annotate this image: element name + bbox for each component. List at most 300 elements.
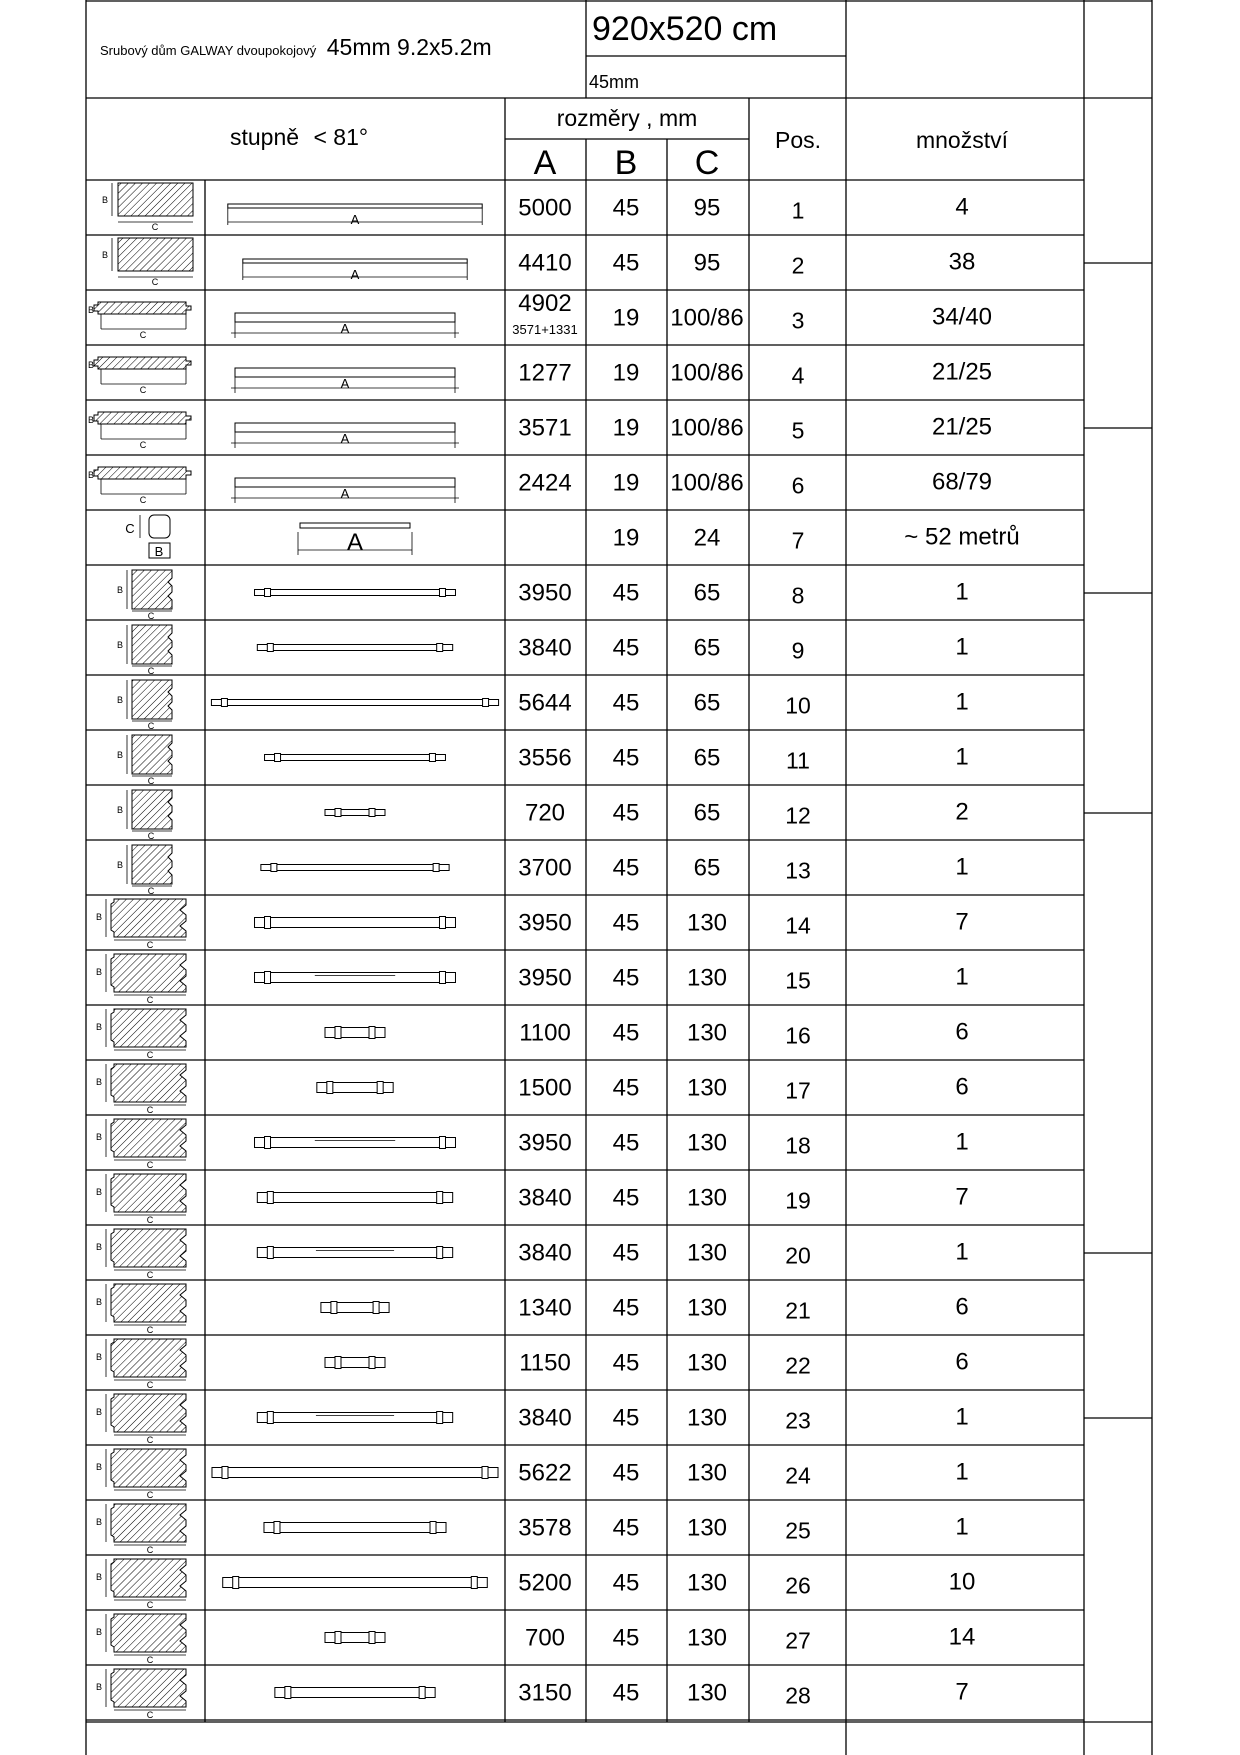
position-number: 20 [785,1242,811,1269]
position-number: 22 [785,1352,811,1379]
dim-label-c: C [146,1270,154,1280]
part-side-view [298,523,412,556]
quantity-value: 6 [955,1073,969,1101]
thickness-b-value: 45 [612,689,640,717]
dim-label-b: B [87,470,95,480]
table-row [86,1229,1084,1280]
thickness-b-value: 45 [612,1184,640,1212]
thickness-b-value: 19 [612,359,640,387]
position-number: 25 [785,1517,811,1544]
column-a-header: A [533,144,557,182]
position-number: 19 [785,1187,811,1214]
part-side-view [231,423,459,448]
quantity-value: 21/25 [931,413,993,441]
profile-section-log-65 [117,790,172,841]
profile-section-board-95 [102,183,193,232]
width-c-value: 130 [686,1459,728,1487]
quantity-value: 7 [955,908,969,936]
table-row [86,1394,1084,1445]
length-label-a: A [350,267,360,282]
position-number: 4 [791,362,805,389]
length-label-a: A [340,486,350,501]
width-c-value: 65 [693,579,721,607]
dim-label-c: C [146,1545,154,1555]
part-side-view [265,754,446,762]
dim-label-c: C [151,222,159,232]
length-label-a: A [340,321,350,336]
dim-label-c: C [147,831,155,841]
dim-label-c: C [151,277,159,287]
profile-section-log-130 [96,1064,186,1115]
thickness-b-value: 19 [612,469,640,497]
thickness-b-value: 45 [612,1569,640,1597]
part-side-view [257,644,452,652]
dim-label-b: B [95,1297,103,1307]
quantity-value: 2 [955,798,969,826]
position-number: 7 [791,527,805,554]
table-row [86,1119,1084,1170]
quantity-value: 1 [955,688,969,716]
svg-text:Srubový dům GALWAY dvoupokojov [100,34,492,60]
length-a-value: 3556 [518,744,572,772]
length-a-value: 3950 [518,579,572,607]
quantity-value: 1 [955,1458,969,1486]
length-a-value: 720 [524,799,566,827]
part-side-view [325,1632,385,1644]
width-c-value: 130 [686,1239,728,1267]
profile-section-log-130 [96,1174,186,1225]
length-a-value: 1150 [519,1349,571,1377]
length-a-value: 1340 [518,1294,572,1322]
part-side-view [255,1137,456,1149]
dim-label-b: B [95,1132,103,1142]
profile-section-log-130 [96,1119,186,1170]
profile-section-log-130 [96,1614,186,1665]
position-number: 21 [785,1297,811,1324]
dim-label-b: B [95,1077,103,1087]
width-c-value: 130 [686,1514,728,1542]
table-row [86,290,1084,345]
dim-label-c: C [125,521,135,536]
quantity-value: 7 [955,1678,969,1706]
position-number: 27 [785,1627,811,1654]
part-side-view [257,1192,452,1204]
quantity-value: 4 [955,193,969,221]
dim-label-c: C [147,611,155,621]
quantity-value: 1 [955,1403,969,1431]
thickness-b-value: 45 [612,799,640,827]
quantity-value: ~ 52 metrů [904,523,1020,551]
part-side-view [212,1467,498,1479]
overall-size: 920x520 cm [592,10,778,48]
quantity-value: 6 [955,1348,969,1376]
dim-label-c: C [139,385,147,395]
width-c-value: 65 [693,634,721,662]
position-number: 3 [791,307,805,334]
width-c-value: 65 [693,799,721,827]
dim-label-c: C [147,721,155,731]
dim-label-b: B [116,695,124,705]
dim-label-b: B [87,360,95,370]
thickness-b-value: 45 [612,1074,640,1102]
length-a-value: 700 [524,1624,566,1652]
length-a-value: 5000 [518,194,572,222]
dim-label-c: C [146,1710,154,1720]
profile-section-board-95 [102,238,193,287]
dim-label-b: B [116,640,124,650]
dim-label-b: B [95,1627,103,1637]
part-side-view [255,917,456,929]
position-header: Pos. [774,127,822,153]
dim-label-c: C [147,776,155,786]
length-a-value: 2424 [518,469,572,497]
quantity-header: množství [915,127,1009,153]
position-number: 13 [785,857,811,884]
position-number: 14 [785,912,811,939]
position-number: 18 [785,1132,811,1159]
width-c-value: 65 [693,689,721,717]
table-row [86,357,1084,400]
thickness-b-value: 45 [612,1679,640,1707]
length-label-a: A [346,529,364,556]
length-a-value: 3571 [518,414,572,442]
quantity-value: 6 [955,1293,969,1321]
part-side-view [231,368,459,393]
profile-section-log-130 [96,1669,186,1720]
dim-label-b: B [95,1682,103,1692]
dim-label-c: C [139,330,147,340]
length-a-value: 3950 [518,964,572,992]
profile-section-batten [125,515,170,559]
width-c-value: 130 [686,1129,728,1157]
quantity-value: 1 [955,1238,969,1266]
part-side-view [228,204,482,227]
width-c-value: 100/86 [670,414,744,442]
column-b-header: B [614,144,638,182]
length-a-value: 3150 [518,1679,572,1707]
part-side-view [317,1082,393,1094]
length-label-a: A [350,212,360,227]
quantity-value: 1 [955,963,969,991]
profile-section-log-130 [96,1504,186,1555]
thickness-b-value: 45 [612,1294,640,1322]
dim-label-c: C [146,1435,154,1445]
profile-section-log-130 [96,1229,186,1280]
position-number: 10 [785,692,811,719]
dim-label-b: B [87,305,95,315]
profile-section-floor-board [88,467,191,505]
dim-label-c: C [146,1160,154,1170]
part-side-view [325,1027,385,1039]
part-side-view [261,864,449,872]
table-row [86,845,1084,896]
table-row [86,625,1084,676]
profile-section-log-130 [96,1284,186,1335]
dim-label-b: B [95,1022,103,1032]
thickness-b-value: 45 [612,634,640,662]
thickness-b-value: 45 [612,744,640,772]
dim-label-c: C [146,1105,154,1115]
thickness-b-value: 45 [612,1459,640,1487]
svg-text:stupně < 81° [230,124,368,150]
position-number: 2 [791,252,805,279]
dimensions-label: rozměry , mm [556,105,698,131]
width-c-value: 65 [693,854,721,882]
thickness-b-value: 19 [612,524,640,552]
width-c-value: 130 [686,1184,728,1212]
length-a-value: 3950 [518,1129,572,1157]
profile-section-log-130 [96,954,186,1005]
dim-label-c: C [146,1490,154,1500]
table-header [86,98,1084,1722]
product-name: Srubový dům GALWAY dvoupokojový [100,43,317,58]
part-side-view [325,1357,385,1369]
profile-section-log-130 [96,1449,186,1500]
profile-section-log-130 [96,1394,186,1445]
table-row [86,183,1084,235]
dim-label-c: C [139,495,147,505]
part-side-view [275,1687,435,1699]
thickness-b-value: 45 [612,909,640,937]
profile-section-log-130 [96,1009,186,1060]
table-row [86,1559,1084,1610]
table-row [86,1669,1084,1720]
length-a-value: 1500 [518,1074,572,1102]
thickness-b-value: 45 [612,1019,640,1047]
table-row [86,1009,1084,1060]
table-row [86,238,1084,290]
dim-label-b: B [95,1242,103,1252]
dim-label-c: C [146,1050,154,1060]
length-a-value: 5200 [518,1569,572,1597]
dim-label-c: C [146,1325,154,1335]
thickness-b-value: 19 [612,304,640,332]
length-a-value: 1277 [518,359,572,387]
dim-label-c: C [146,995,154,1005]
thickness-b-value: 19 [612,414,640,442]
length-a-value: 5644 [518,689,572,717]
part-side-view [257,1412,452,1424]
table-row [86,1449,1084,1500]
dim-label-c: C [146,1600,154,1610]
length-a-value: 5622 [518,1459,572,1487]
dim-label-b: B [95,1187,103,1197]
dim-label-b: B [116,805,124,815]
profile-section-log-65 [117,570,172,621]
part-side-view [223,1577,488,1589]
dim-label-b: B [116,585,124,595]
table-row [86,899,1084,950]
thickness-b-value: 45 [612,1624,640,1652]
profile-section-floor-board [88,357,191,395]
thickness-b-value: 45 [612,964,640,992]
width-c-value: 130 [686,1019,728,1047]
part-side-view [264,1522,446,1534]
table-row [86,1064,1084,1115]
width-c-value: 130 [686,964,728,992]
length-a-value: 3840 [518,1239,572,1267]
table-row [86,570,1084,621]
profile-section-log-130 [96,899,186,950]
product-spec: 45mm 9.2x5.2m [326,34,492,60]
thickness-b-value: 45 [612,194,640,222]
profile-section-log-130 [96,1559,186,1610]
part-side-view [211,699,498,707]
length-a-value: 4902 [518,290,572,317]
dim-label-c: C [146,1380,154,1390]
width-c-value: 130 [686,1349,728,1377]
table-row [86,954,1084,1005]
table-row [86,1614,1084,1665]
thickness-b-value: 45 [612,249,640,277]
length-a-value: 3578 [518,1514,572,1542]
thickness-b-value: 45 [612,854,640,882]
dim-label-b: B [95,912,103,922]
part-side-view [231,478,459,503]
degrees-label: stupně [230,124,300,150]
thickness-b-value: 45 [612,1129,640,1157]
length-a-value: 1100 [519,1019,571,1047]
angle-label: < 81° [313,124,369,150]
part-side-view [255,972,456,984]
length-a-note: 3571+1331 [512,322,578,337]
position-number: 6 [791,472,805,499]
dim-label-c: C [146,1655,154,1665]
quantity-value: 38 [948,248,976,276]
position-number: 1 [791,197,805,224]
thickness-b-value: 45 [612,1404,640,1432]
table-row [86,1174,1084,1225]
width-c-value: 130 [686,1679,728,1707]
quantity-value: 1 [955,743,969,771]
quantity-value: 1 [955,853,969,881]
length-a-value: 3840 [518,1404,572,1432]
quantity-value: 21/25 [931,358,993,386]
table-row [86,412,1084,455]
profile-section-log-130 [96,1339,186,1390]
table-row [86,735,1084,786]
length-label-a: A [340,376,350,391]
quantity-value: 6 [955,1018,969,1046]
width-c-value: 95 [693,249,721,277]
table-footer [86,180,1152,1722]
profile-section-log-65 [117,735,172,786]
dim-label-b: B [95,1407,103,1417]
dim-label-b: B [116,750,124,760]
position-number: 11 [786,747,810,774]
width-c-value: 65 [693,744,721,772]
part-side-view [325,809,385,817]
table-row [86,467,1084,510]
dim-label-b: B [154,544,164,559]
quantity-value: 10 [948,1568,976,1596]
dim-label-b: B [101,195,109,205]
profile-section-floor-board [88,302,191,340]
part-side-view [243,259,467,282]
profile-section-log-65 [117,680,172,731]
position-number: 16 [785,1022,811,1049]
length-a-value: 3840 [518,1184,572,1212]
quantity-value: 14 [948,1623,976,1651]
position-number: 24 [785,1462,811,1489]
length-a-value: 3840 [518,634,572,662]
part-side-view [231,313,459,338]
dim-label-c: C [146,940,154,950]
position-number: 17 [785,1077,811,1104]
table-row [86,680,1084,731]
table-row [86,1284,1084,1335]
thickness-b-value: 45 [612,1514,640,1542]
width-c-value: 130 [686,1074,728,1102]
dim-label-b: B [95,1462,103,1472]
position-number: 15 [785,967,811,994]
quantity-value: 1 [955,1128,969,1156]
length-label-a: A [340,431,350,446]
thickness-b-value: 45 [612,1349,640,1377]
parts-table-body [86,183,1152,1720]
quantity-value: 7 [955,1183,969,1211]
dim-label-b: B [95,1572,103,1582]
dim-label-b: B [87,415,95,425]
table-row [86,1339,1084,1390]
dim-label-b: B [101,250,109,260]
width-c-value: 100/86 [670,469,744,497]
profile-section-log-65 [117,845,172,896]
table-row [86,790,1084,841]
width-c-value: 130 [686,1294,728,1322]
table-row [86,515,1084,565]
part-side-view [257,1247,452,1259]
dim-label-c: C [146,1215,154,1225]
quantity-value: 1 [955,633,969,661]
profile-section-log-65 [117,625,172,676]
position-number: 12 [785,802,811,829]
dim-label-b: B [95,1517,103,1527]
position-number: 28 [785,1682,811,1709]
position-number: 26 [785,1572,811,1599]
wall-thickness: 45mm [589,72,640,92]
quantity-value: 68/79 [931,468,993,496]
length-a-value: 3700 [518,854,572,882]
part-side-view [321,1302,389,1314]
length-a-value: 4410 [518,249,572,277]
dim-label-c: C [139,440,147,450]
dim-label-b: B [116,860,124,870]
part-side-view [255,589,456,597]
width-c-value: 24 [693,524,721,552]
table-row [86,1504,1084,1555]
dim-label-b: B [95,967,103,977]
quantity-value: 34/40 [931,303,993,331]
width-c-value: 100/86 [670,359,744,387]
thickness-b-value: 45 [612,579,640,607]
quantity-value: 1 [955,1513,969,1541]
dim-label-c: C [147,886,155,896]
position-number: 8 [791,582,805,609]
length-a-value: 3950 [518,909,572,937]
width-c-value: 130 [686,1404,728,1432]
width-c-value: 130 [686,1624,728,1652]
width-c-value: 130 [686,909,728,937]
position-number: 23 [785,1407,811,1434]
column-c-header: C [694,144,720,182]
dim-label-b: B [95,1352,103,1362]
width-c-value: 100/86 [670,304,744,332]
width-c-value: 130 [686,1569,728,1597]
quantity-value: 1 [955,578,969,606]
width-c-value: 95 [693,194,721,222]
position-number: 5 [791,417,805,444]
